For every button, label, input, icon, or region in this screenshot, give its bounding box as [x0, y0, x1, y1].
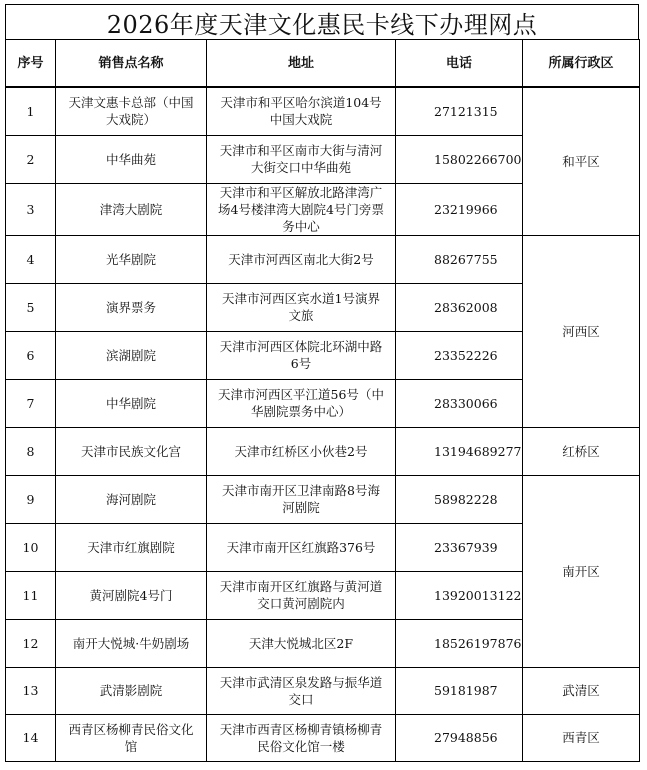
row-index: 5 [6, 283, 56, 331]
row-index: 6 [6, 331, 56, 379]
row-name: 光华剧院 [56, 235, 207, 283]
row-address: 天津大悦城北区2F [207, 619, 396, 667]
row-name: 中华曲苑 [56, 135, 207, 183]
row-name: 天津市民族文化宫 [56, 427, 207, 475]
row-address: 天津市河西区宾水道1号演界文旅 [207, 283, 396, 331]
row-name: 中华剧院 [56, 379, 207, 427]
table-header-row [6, 40, 640, 88]
row-address: 天津市河西区南北大街2号 [207, 235, 396, 283]
table-row [6, 427, 640, 475]
row-index: 4 [6, 235, 56, 283]
district-cell: 西青区 [523, 714, 640, 761]
row-phone: 28330066 [396, 379, 523, 427]
row-name: 南开大悦城·牛奶剧场 [56, 619, 207, 667]
row-index: 1 [6, 87, 56, 135]
row-index: 10 [6, 523, 56, 571]
row-index: 12 [6, 619, 56, 667]
outlet-table [5, 39, 640, 762]
row-name: 滨湖剧院 [56, 331, 207, 379]
row-address: 天津市和平区哈尔滨道104号中国大戏院 [207, 87, 396, 135]
district-cell: 南开区 [523, 475, 640, 667]
header-phone: 电话 [396, 40, 523, 88]
row-address: 天津市红桥区小伙巷2号 [207, 427, 396, 475]
row-name: 黄河剧院4号门 [56, 571, 207, 619]
row-phone: 23352226 [396, 331, 523, 379]
row-address: 天津市南开区红旗路与黄河道交口黄河剧院内 [207, 571, 396, 619]
row-address: 天津市和平区南市大街与清河大街交口中华曲苑 [207, 135, 396, 183]
row-phone: 15802266700 [396, 135, 523, 183]
row-name: 演界票务 [56, 283, 207, 331]
row-address: 天津市河西区平江道56号（中华剧院票务中心） [207, 379, 396, 427]
row-index: 14 [6, 714, 56, 761]
row-name: 海河剧院 [56, 475, 207, 523]
header-address: 地址 [207, 40, 396, 88]
row-phone: 18526197876 [396, 619, 523, 667]
row-address: 天津市武清区泉发路与振华道交口 [207, 667, 396, 714]
row-address: 天津市南开区红旗路376号 [207, 523, 396, 571]
row-index: 3 [6, 183, 56, 235]
row-phone: 27121315 [396, 87, 523, 135]
row-index: 9 [6, 475, 56, 523]
header-district: 所属行政区 [523, 40, 640, 88]
row-index: 2 [6, 135, 56, 183]
row-index: 7 [6, 379, 56, 427]
header-index: 序号 [6, 40, 56, 88]
row-phone: 27948856 [396, 714, 523, 761]
row-name: 天津文惠卡总部（中国大戏院） [56, 87, 207, 135]
table-row [6, 235, 640, 283]
page-title: 2026年度天津文化惠民卡线下办理网点 [5, 4, 639, 39]
row-phone: 23367939 [396, 523, 523, 571]
row-index: 11 [6, 571, 56, 619]
district-cell: 武清区 [523, 667, 640, 714]
row-address: 天津市西青区杨柳青镇杨柳青民俗文化馆一楼 [207, 714, 396, 761]
row-address: 天津市南开区卫津南路8号海河剧院 [207, 475, 396, 523]
header-name: 销售点名称 [56, 40, 207, 88]
row-phone: 13920013122 [396, 571, 523, 619]
table-row [6, 714, 640, 761]
row-address: 天津市河西区体院北环湖中路6号 [207, 331, 396, 379]
row-address: 天津市和平区解放北路津湾广场4号楼津湾大剧院4号门旁票务中心 [207, 183, 396, 235]
table-row [6, 475, 640, 523]
row-name: 武清影剧院 [56, 667, 207, 714]
row-phone: 28362008 [396, 283, 523, 331]
row-index: 13 [6, 667, 56, 714]
row-phone: 58982228 [396, 475, 523, 523]
table-row [6, 87, 640, 135]
row-index: 8 [6, 427, 56, 475]
row-phone: 88267755 [396, 235, 523, 283]
row-name: 天津市红旗剧院 [56, 523, 207, 571]
document [5, 4, 639, 762]
row-name: 津湾大剧院 [56, 183, 207, 235]
row-phone: 13194689277 [396, 427, 523, 475]
row-phone: 23219966 [396, 183, 523, 235]
row-name: 西青区杨柳青民俗文化馆 [56, 714, 207, 761]
row-phone: 59181987 [396, 667, 523, 714]
district-cell: 红桥区 [523, 427, 640, 475]
district-cell: 河西区 [523, 235, 640, 427]
table-row [6, 667, 640, 714]
district-cell: 和平区 [523, 87, 640, 235]
